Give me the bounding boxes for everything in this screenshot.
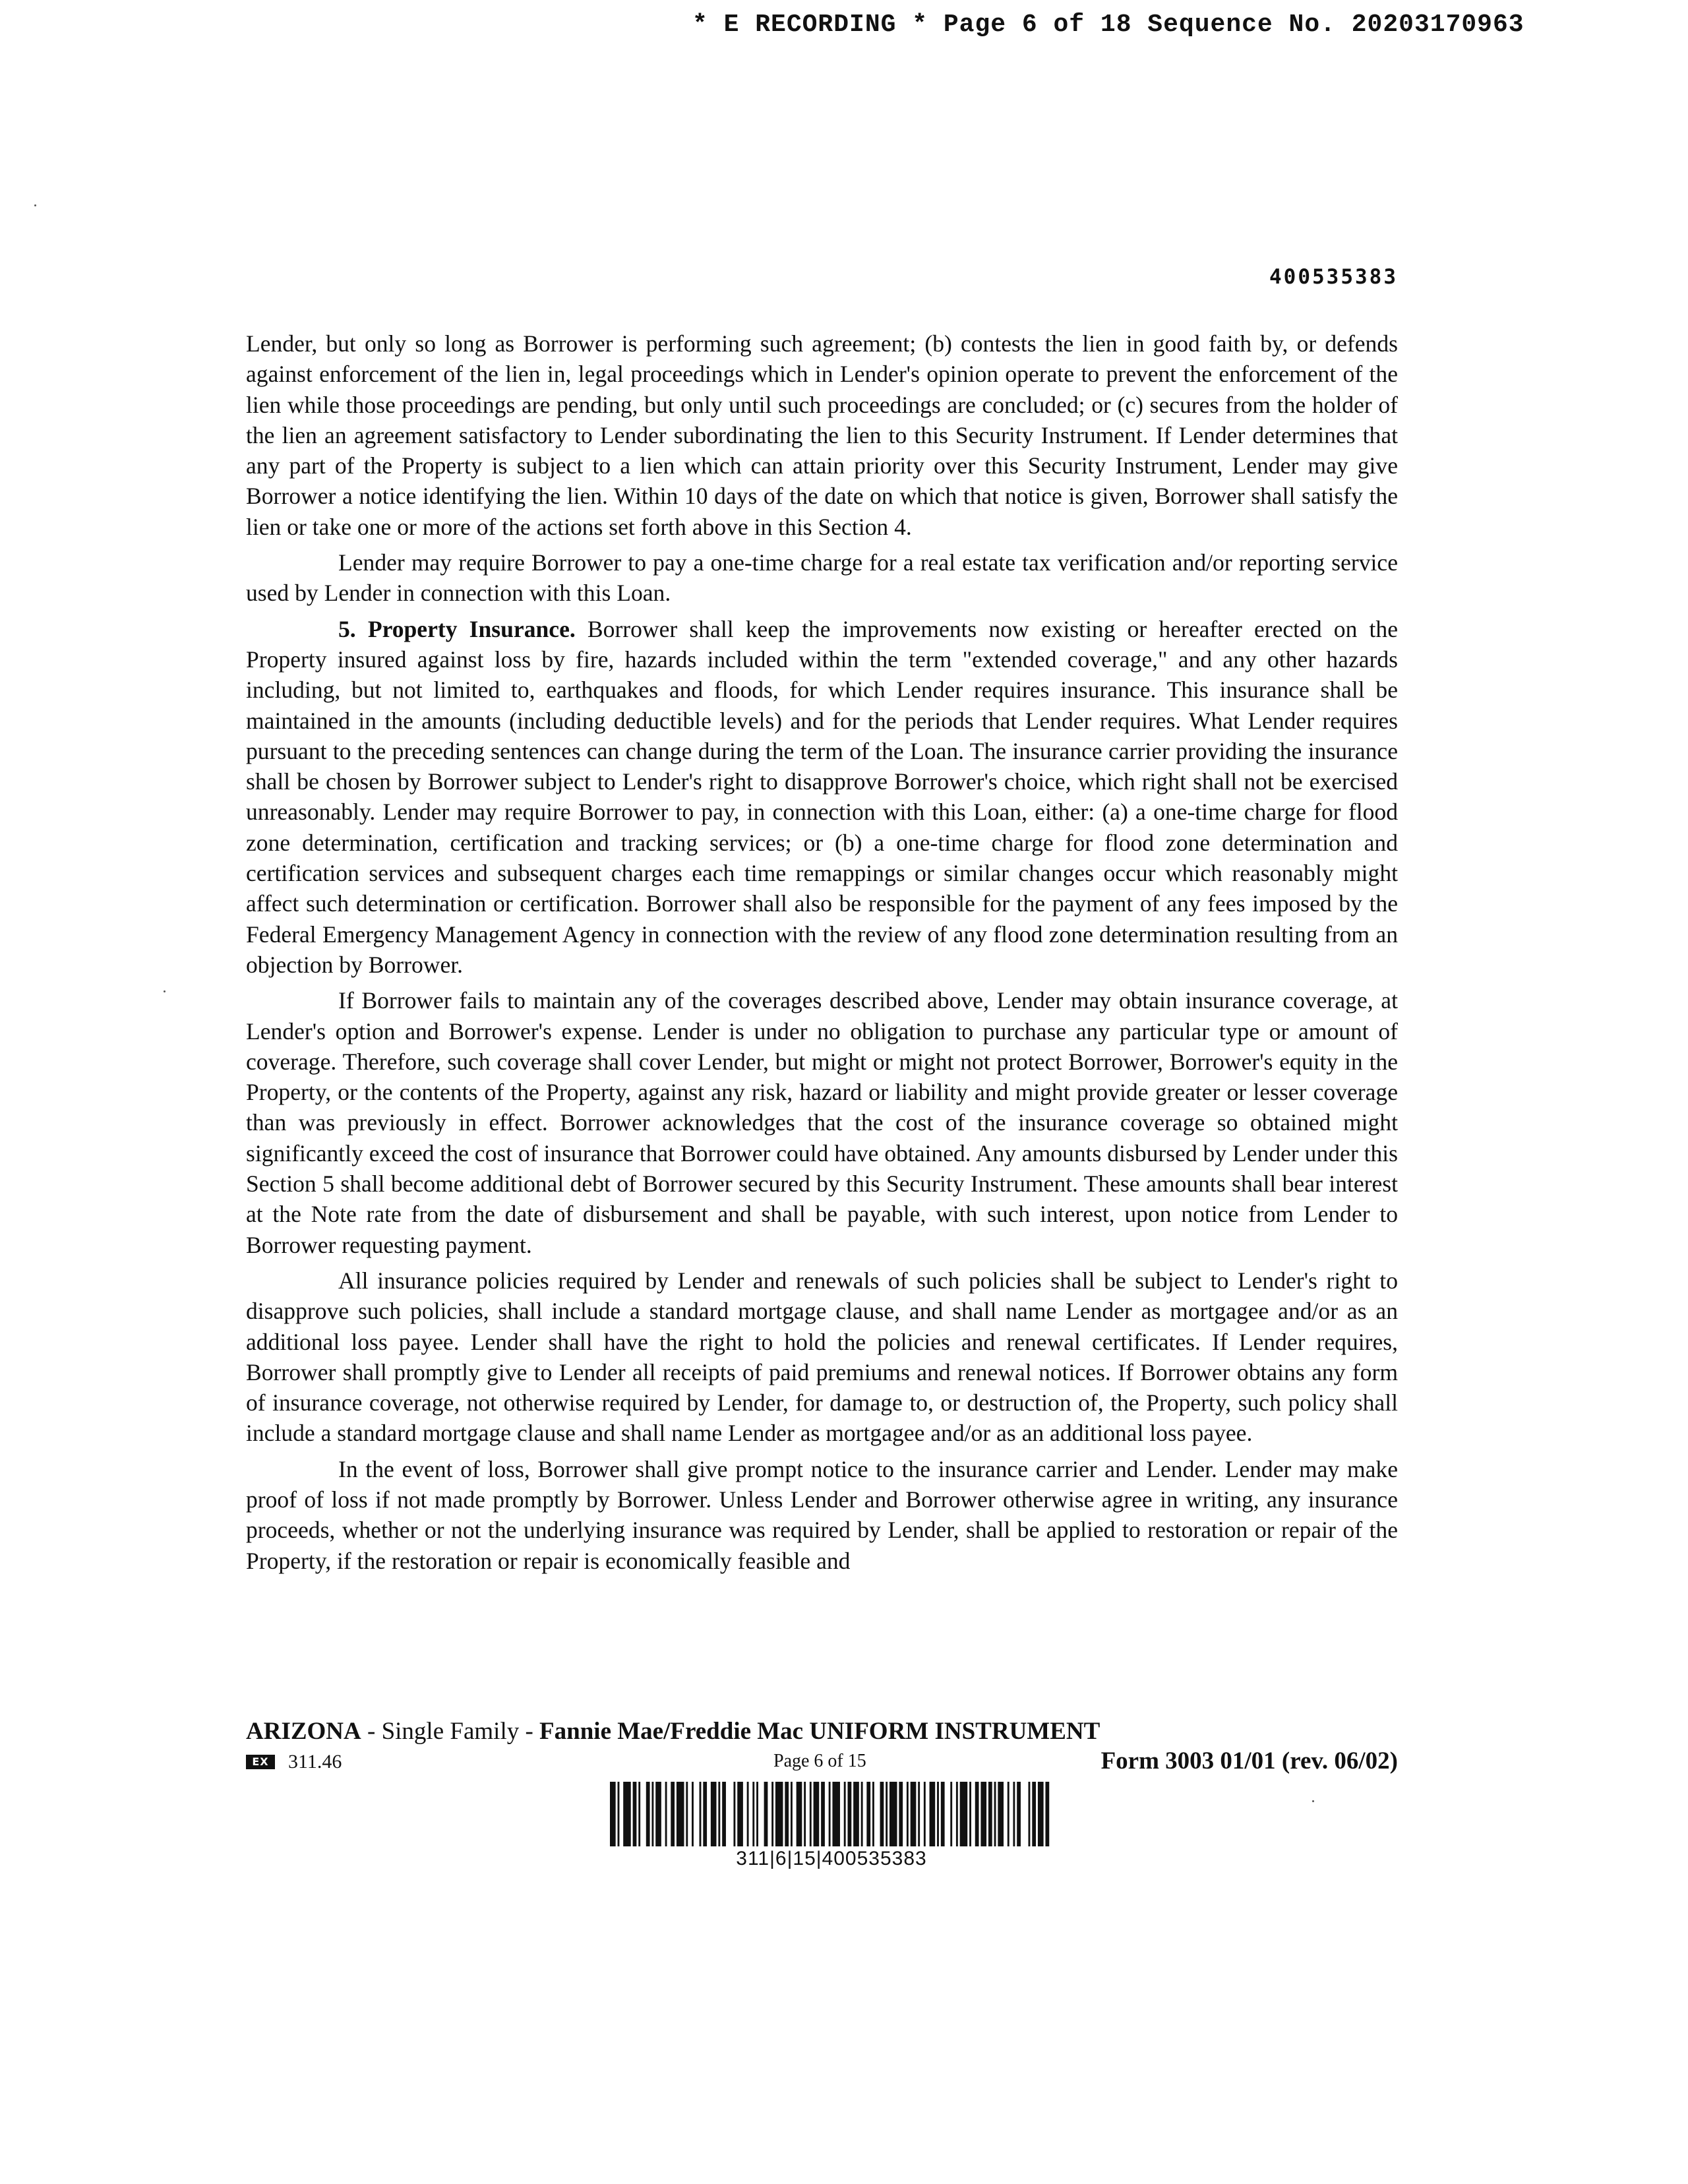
section5-text: Borrower shall keep the improvements now existing or hereafter erected on the Property insured against loss by fire, hazards included within the term "extended coverage," and any other hazards including, but not limited to, earthquakes and floods, for which Lender requires insurance. This insurance shall be maintained in the amounts (including deductible levels) and for the periods that Lender requires. What Lender requires pursuant to the preceding sentences can change during the term of the Loan. The insurance carrier providing the insurance shall be chosen by Borrower subject to Lender's right to disapprove Borrower's choice, which right shall not be exercised unreasonably. Lender may require Borrower to pay, in connection with this Loan, either: (a) a one-time charge for flood zone determination, certification and tracking services; or (b) a one-time charge for flood zone determination and certification services and subsequent charges each time remappings or similar changes occur which reasonably might affect such determination or certification. Borrower shall also be responsible for the payment of any fees imposed by the Federal Emergency Management Agency in connection with the review of any flood zone determination resulting from an objection by Borrower. xyxy=(246,615,1398,978)
barcode-bar xyxy=(646,1782,650,1846)
form-footer xyxy=(246,1717,1398,1776)
barcode-bar xyxy=(814,1782,820,1846)
barcode-bar xyxy=(1029,1782,1031,1846)
barcode-bar xyxy=(956,1782,958,1846)
barcode-bar xyxy=(848,1782,852,1846)
barcode-bar xyxy=(722,1782,726,1846)
barcode-bar xyxy=(930,1782,936,1846)
barcode-bar xyxy=(804,1782,806,1846)
barcode-bar xyxy=(747,1782,749,1846)
barcode-bar xyxy=(752,1782,754,1846)
barcode-bar xyxy=(700,1782,702,1846)
barcode-bar xyxy=(771,1782,773,1846)
barcode-bar xyxy=(911,1782,917,1846)
barcode-bar xyxy=(880,1782,884,1846)
barcode-bar xyxy=(998,1782,1004,1846)
recording-header: * E RECORDING * Page 6 of 18 Sequence No. 20203170963 xyxy=(692,11,1524,39)
paragraph-section4-continued: Lender, but only so long as Borrower is performing such agreement; (b) contests the lien in good faith by, or defends against enforcement of the lien in, legal proceedings which in Lender's opinion operate to prevent the enforcement of the lien while those proceedings are pending, but only until such proceedings are concluded; or (c) secures from the holder of the lien an agreement satisfactory to Lender subordinating the lien to this Security Instrument. If Lender determines that any part of the Property is subject to a lien which can attain priority over this Security Instrument, Lender may give Borrower a notice identifying the lien. Within 10 days of the date on which that notice is given, Borrower shall satisfy the lien or take one or more of the actions set forth above in this Section 4. xyxy=(246,330,1398,540)
barcode-bar xyxy=(733,1782,735,1846)
scan-speck xyxy=(1312,1800,1314,1802)
barcode-bar xyxy=(866,1782,870,1846)
barcode-bar xyxy=(853,1782,859,1846)
section5-heading: 5. Property Insurance. xyxy=(338,615,576,642)
barcode-bar xyxy=(677,1782,684,1846)
barcode-bar xyxy=(872,1782,874,1846)
barcode-bar xyxy=(791,1782,793,1846)
ex-logo-icon: EX xyxy=(246,1755,275,1769)
paragraph-coverage-failure: If Borrower fails to maintain any of the coverages described above, Lender may obtain insurance coverage, at Lender's option and Borrower's expense. Lender is under no obligation to purchase any particular type or amount of coverage. Therefore, such coverage shall cover Lender, but might or might not protect Borrower, Borrower's equity in the Property, or the contents of the Property, against any risk, hazard or liability and might provide greater or lesser coverage than was previously in effect. Borrower acknowledges that the cost of the insurance coverage so obtained might significantly exceed the cost of insurance that Borrower could have obtained. Any amounts disbursed by Lender under this Section 5 shall become additional debt of Borrower secured by this Security Instrument. These amounts shall bear interest at the Note rate from the date of disbursement and shall be payable, with such interest, upon notice from Lender to Borrower requesting payment. xyxy=(246,987,1398,1258)
barcode-bar xyxy=(756,1782,758,1846)
footer-state: ARIZONA xyxy=(246,1718,361,1745)
barcode-bar xyxy=(1013,1782,1015,1846)
loan-number: 400535383 xyxy=(1269,265,1398,289)
barcode-bar xyxy=(960,1782,968,1846)
barcode-bar xyxy=(829,1782,831,1846)
barcode-bar xyxy=(907,1782,909,1846)
form-number: Form 3003 01/01 (rev. 06/02) xyxy=(1100,1747,1398,1774)
barcode-number: 311|6|15|400535383 xyxy=(736,1848,927,1869)
barcode-bar xyxy=(665,1782,667,1846)
barcode-bar xyxy=(918,1782,920,1846)
paragraph-tax-verification: Lender may require Borrower to pay a one-time charge for a real estate tax verification and/or reporting service used by Lender in connection with this Loan. xyxy=(246,549,1398,607)
barcode-bar xyxy=(1038,1782,1044,1846)
barcode-bar xyxy=(1008,1782,1010,1846)
barcode-bar xyxy=(937,1782,939,1846)
barcode-bar xyxy=(924,1782,926,1846)
barcode-bar xyxy=(988,1782,992,1846)
barcode-bar xyxy=(1017,1782,1021,1846)
footer-instrument: Fannie Mae/Freddie Mac UNIFORM INSTRUMENT xyxy=(539,1718,1100,1745)
barcode-bar xyxy=(821,1782,825,1846)
barcode-bar xyxy=(711,1782,717,1846)
barcode-bar xyxy=(610,1782,616,1846)
barcode-bar xyxy=(703,1782,707,1846)
document-body xyxy=(246,328,1398,1581)
barcode-icon xyxy=(610,1782,1053,1846)
scan-speck xyxy=(164,990,166,992)
barcode-bar xyxy=(1045,1782,1049,1846)
barcode-bar xyxy=(975,1782,979,1846)
form-code xyxy=(246,1751,342,1773)
footer-title xyxy=(246,1717,1398,1745)
barcode-bar xyxy=(810,1782,812,1846)
barcode-bar xyxy=(686,1782,688,1846)
barcode-bar xyxy=(832,1782,840,1846)
barcode-bar xyxy=(980,1782,986,1846)
barcode-bar xyxy=(655,1782,661,1846)
barcode-bar xyxy=(969,1782,971,1846)
barcode-bar xyxy=(1032,1782,1036,1846)
barcode-bar xyxy=(618,1782,620,1846)
barcode-bar xyxy=(941,1782,945,1846)
barcode-bar xyxy=(785,1782,789,1846)
page-indicator: Page 6 of 15 xyxy=(773,1751,866,1771)
barcode-bar xyxy=(651,1782,653,1846)
barcode-bar xyxy=(797,1782,802,1846)
barcode-bar xyxy=(764,1782,768,1846)
barcode-bar xyxy=(671,1782,675,1846)
barcode-bar xyxy=(775,1782,783,1846)
paragraph-event-of-loss: In the event of loss, Borrower shall give prompt notice to the insurance carrier and Lender. Lender may make proof of loss if not made promptly by Borrower. Unless Lender and Borrower otherwise agree in writing, any insurance proceeds, whether or not the underlying insurance was required by Lender, shall be applied to restoration or repair of the Property, if the restoration or repair is economically feasible and xyxy=(246,1455,1398,1574)
paragraph-section5 xyxy=(246,614,1398,981)
form-code-number: 311.46 xyxy=(288,1751,342,1773)
barcode-bar xyxy=(861,1782,863,1846)
barcode-bar xyxy=(844,1782,846,1846)
barcode-bar xyxy=(633,1782,637,1846)
barcode-bar xyxy=(623,1782,631,1846)
barcode-bar xyxy=(737,1782,743,1846)
barcode-bar xyxy=(718,1782,720,1846)
barcode-bar xyxy=(950,1782,952,1846)
barcode-bar xyxy=(899,1782,903,1846)
footer-separator: - Single Family - xyxy=(361,1718,540,1745)
barcode-bar xyxy=(886,1782,888,1846)
barcode-bar xyxy=(692,1782,694,1846)
barcode-bar xyxy=(638,1782,640,1846)
barcode-bar xyxy=(889,1782,897,1846)
footer-line2 xyxy=(246,1747,1398,1776)
barcode-bar xyxy=(994,1782,996,1846)
paragraph-insurance-policies: All insurance policies required by Lender and renewals of such policies shall be subject to Lender's right to disapprove such policies, shall include a standard mortgage clause, and shall name Lender as mortgagee and/or as an additional loss payee. Lender shall have the right to hold the policies and renewal certificates. If Lender requires, Borrower shall promptly give to Lender all receipts of paid premiums and renewal notices. If Borrower obtains any form of insurance coverage, not otherwise required by Lender, for damage to, or destruction of, the Property, such policy shall include a standard mortgage clause and shall name Lender as mortgagee and/or as an additional loss payee. xyxy=(246,1267,1398,1447)
scan-speck xyxy=(34,204,36,206)
